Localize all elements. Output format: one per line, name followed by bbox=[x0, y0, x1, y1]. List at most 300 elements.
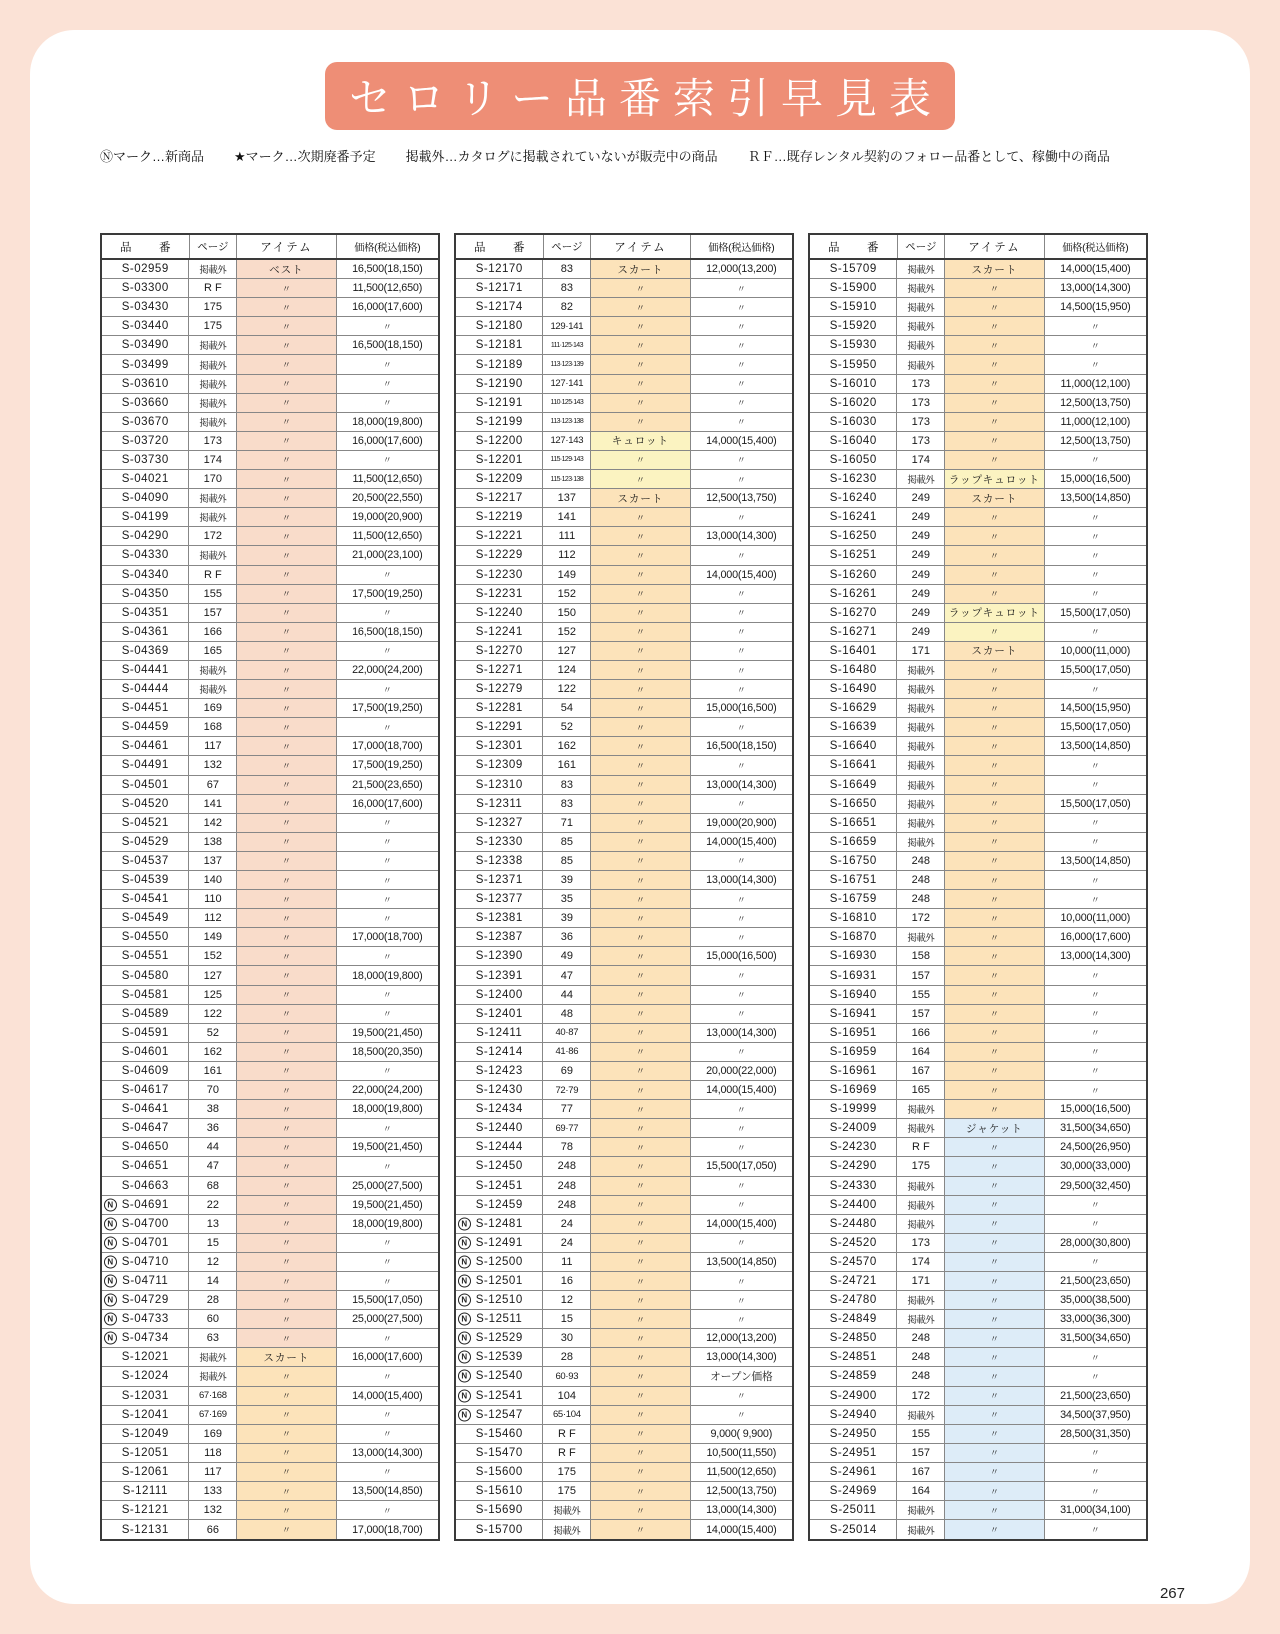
product-code: S-04350 bbox=[102, 585, 189, 603]
item-type: 〃 bbox=[945, 1005, 1044, 1023]
item-type: 〃 bbox=[591, 1444, 690, 1462]
page-ref: 157 bbox=[897, 1005, 945, 1023]
page-ref: 掲載外 bbox=[897, 661, 945, 679]
page-ref: 12 bbox=[189, 1253, 237, 1271]
price: 〃 bbox=[736, 1391, 746, 1402]
item-type: 〃 bbox=[945, 986, 1044, 1004]
price: 〃 bbox=[736, 913, 746, 924]
table-row bbox=[102, 1062, 438, 1081]
product-code: S-12061 bbox=[102, 1463, 189, 1481]
header-product-code: 品 番 bbox=[456, 235, 544, 258]
item-type: 〃 bbox=[591, 1348, 690, 1366]
product-code: S-15950 bbox=[810, 355, 897, 373]
product-code: S-15920 bbox=[810, 317, 897, 335]
new-product-mark-icon: N bbox=[458, 1255, 471, 1268]
item-type: 〃 bbox=[591, 661, 690, 679]
item-type: 〃 bbox=[945, 909, 1044, 927]
product-code: S-04551 bbox=[102, 947, 189, 965]
item-type: 〃 bbox=[237, 909, 336, 927]
price: 10,000(11,000) bbox=[1060, 644, 1131, 657]
page-ref: 155 bbox=[897, 1425, 945, 1443]
page-ref: 掲載外 bbox=[897, 1520, 945, 1539]
item-type: 〃 bbox=[945, 1253, 1044, 1271]
price: 31,500(34,650) bbox=[1060, 1332, 1131, 1345]
price: 〃 bbox=[736, 321, 746, 332]
table-row bbox=[810, 1024, 1146, 1043]
product-code: S-12189 bbox=[456, 355, 543, 373]
price: 〃 bbox=[382, 1009, 392, 1020]
page-ref: 掲載外 bbox=[543, 1520, 591, 1539]
table-row bbox=[102, 1406, 438, 1425]
price: 〃 bbox=[736, 1314, 746, 1325]
product-code: S-15709 bbox=[810, 260, 897, 278]
product-code: S-16480 bbox=[810, 661, 897, 679]
product-code: S-04529 bbox=[102, 833, 189, 851]
item-type: 〃 bbox=[591, 585, 690, 603]
item-type: 〃 bbox=[591, 909, 690, 927]
table-header-row bbox=[810, 235, 1146, 260]
table-row bbox=[456, 1196, 792, 1215]
item-type: 〃 bbox=[237, 642, 336, 660]
item-type: 〃 bbox=[591, 566, 690, 584]
table-row bbox=[810, 814, 1146, 833]
table-row bbox=[102, 1329, 438, 1348]
item-type: 〃 bbox=[945, 756, 1044, 774]
table-row bbox=[810, 470, 1146, 489]
product-code: N S-12540 bbox=[456, 1367, 543, 1385]
product-code: S-16260 bbox=[810, 566, 897, 584]
page-ref: 77 bbox=[543, 1100, 591, 1118]
legend-item-rf: ＲＦ…既存レンタル契約のフォロー品番として、稼働中の商品 bbox=[747, 149, 1110, 164]
item-type: 〃 bbox=[945, 623, 1044, 641]
page-ref: 掲載外 bbox=[897, 795, 945, 813]
page-ref: 248 bbox=[543, 1157, 591, 1175]
product-code: S-04090 bbox=[102, 489, 189, 507]
product-code: S-24480 bbox=[810, 1215, 897, 1233]
item-type: 〃 bbox=[591, 737, 690, 755]
item-type: 〃 bbox=[237, 432, 336, 450]
price: 〃 bbox=[736, 1200, 746, 1211]
item-type: 〃 bbox=[591, 871, 690, 889]
item-type: 〃 bbox=[945, 1177, 1044, 1195]
product-code: S-15470 bbox=[456, 1444, 543, 1462]
price: 16,500(18,150) bbox=[352, 339, 423, 352]
price: 20,500(22,550) bbox=[352, 492, 423, 505]
product-code: S-04581 bbox=[102, 986, 189, 1004]
item-type: 〃 bbox=[591, 833, 690, 851]
item-type: 〃 bbox=[591, 1234, 690, 1252]
page-number: 267 bbox=[1159, 1585, 1185, 1602]
price: 〃 bbox=[382, 1333, 392, 1344]
page-ref: 掲載外 bbox=[897, 1196, 945, 1214]
page-ref: 掲載外 bbox=[897, 317, 945, 335]
page-ref: 137 bbox=[543, 489, 591, 507]
page-ref: 36 bbox=[543, 928, 591, 946]
product-code: N S-04701 bbox=[102, 1234, 189, 1252]
table-row bbox=[102, 718, 438, 737]
product-code: S-16870 bbox=[810, 928, 897, 946]
product-code: S-12371 bbox=[456, 871, 543, 889]
page-ref: 112 bbox=[189, 909, 237, 927]
price: 16,000(17,600) bbox=[352, 797, 423, 810]
table-row bbox=[102, 1177, 438, 1196]
table-row bbox=[810, 1444, 1146, 1463]
price: 13,000(14,300) bbox=[706, 778, 777, 791]
item-type: 〃 bbox=[945, 1367, 1044, 1385]
price: 14,000(15,400) bbox=[1060, 263, 1131, 276]
item-type: 〃 bbox=[237, 1215, 336, 1233]
item-type: 〃 bbox=[591, 699, 690, 717]
product-code: S-16750 bbox=[810, 852, 897, 870]
price: 〃 bbox=[382, 321, 392, 332]
page-ref: 掲載外 bbox=[189, 489, 237, 507]
price: 〃 bbox=[1090, 684, 1100, 695]
page-ref: 110 bbox=[189, 890, 237, 908]
product-code: S-04651 bbox=[102, 1157, 189, 1175]
item-type: 〃 bbox=[945, 1215, 1044, 1233]
product-code: S-04589 bbox=[102, 1005, 189, 1023]
page-ref: 127·143 bbox=[543, 432, 591, 450]
item-type: 〃 bbox=[945, 432, 1044, 450]
table-row bbox=[456, 1520, 792, 1539]
product-code: S-12021 bbox=[102, 1348, 189, 1366]
price: 〃 bbox=[736, 1238, 746, 1249]
page-ref: 122 bbox=[189, 1005, 237, 1023]
price: 18,000(19,800) bbox=[352, 969, 423, 982]
page-ref: 掲載外 bbox=[897, 1215, 945, 1233]
table-row bbox=[810, 661, 1146, 680]
price: 22,000(24,200) bbox=[352, 1084, 423, 1097]
page-ref: 掲載外 bbox=[543, 1501, 591, 1519]
item-type: 〃 bbox=[945, 1272, 1044, 1290]
new-product-mark-icon: N bbox=[104, 1198, 117, 1211]
product-code: S-12171 bbox=[456, 279, 543, 297]
product-code: N S-12547 bbox=[456, 1406, 543, 1424]
page-ref: 掲載外 bbox=[897, 1406, 945, 1424]
item-type: 〃 bbox=[237, 795, 336, 813]
new-product-mark-icon: N bbox=[458, 1313, 471, 1326]
price: オープン価格 bbox=[710, 1370, 773, 1383]
page-ref: 173 bbox=[897, 432, 945, 450]
price: 30,000(33,000) bbox=[1060, 1160, 1131, 1173]
product-code: S-12201 bbox=[456, 451, 543, 469]
table-rows bbox=[456, 260, 792, 1539]
item-type: 〃 bbox=[945, 527, 1044, 545]
new-product-mark-icon: N bbox=[458, 1294, 471, 1307]
table-row bbox=[456, 776, 792, 795]
item-type: ラップキュロット bbox=[945, 604, 1044, 622]
table-row bbox=[810, 871, 1146, 890]
table-row bbox=[102, 451, 438, 470]
item-type: 〃 bbox=[945, 814, 1044, 832]
page-ref: 249 bbox=[897, 527, 945, 545]
page-ref: R F bbox=[897, 1138, 945, 1156]
product-code: S-04351 bbox=[102, 604, 189, 622]
new-product-mark-icon: N bbox=[458, 1236, 471, 1249]
item-type: 〃 bbox=[945, 1310, 1044, 1328]
page-ref: 113·123·139 bbox=[543, 355, 591, 373]
item-type: 〃 bbox=[237, 718, 336, 736]
page-ref: 60·93 bbox=[543, 1367, 591, 1385]
table-row bbox=[102, 375, 438, 394]
table-row bbox=[102, 1157, 438, 1176]
price: 〃 bbox=[382, 1505, 392, 1516]
new-product-mark-icon: N bbox=[458, 1408, 471, 1421]
product-code: S-04549 bbox=[102, 909, 189, 927]
page-ref: 157 bbox=[189, 604, 237, 622]
header-item: アイテム bbox=[945, 235, 1044, 258]
page-ref: 248 bbox=[897, 852, 945, 870]
item-type: 〃 bbox=[945, 375, 1044, 393]
page-ref: 掲載外 bbox=[897, 756, 945, 774]
price: 〃 bbox=[1090, 1200, 1100, 1211]
page-ref: R F bbox=[543, 1444, 591, 1462]
product-code: S-12327 bbox=[456, 814, 543, 832]
price: 17,000(18,700) bbox=[352, 931, 423, 944]
page-ref: 167 bbox=[897, 1463, 945, 1481]
product-code: S-12423 bbox=[456, 1062, 543, 1080]
page-ref: 15 bbox=[543, 1310, 591, 1328]
table-row bbox=[810, 260, 1146, 279]
item-type: 〃 bbox=[237, 546, 336, 564]
product-code: S-04617 bbox=[102, 1081, 189, 1099]
price: 〃 bbox=[736, 722, 746, 733]
table-row bbox=[102, 1081, 438, 1100]
product-code: N S-04734 bbox=[102, 1329, 189, 1347]
product-code: S-16050 bbox=[810, 451, 897, 469]
product-code: S-24400 bbox=[810, 1196, 897, 1214]
product-code: S-04369 bbox=[102, 642, 189, 660]
product-code: S-04641 bbox=[102, 1100, 189, 1118]
product-code: S-12051 bbox=[102, 1444, 189, 1462]
product-code: S-12444 bbox=[456, 1138, 543, 1156]
table-row bbox=[456, 814, 792, 833]
table-row bbox=[810, 1215, 1146, 1234]
table-row bbox=[102, 699, 438, 718]
table-row bbox=[810, 1043, 1146, 1062]
table-row bbox=[456, 1024, 792, 1043]
product-code: S-16251 bbox=[810, 546, 897, 564]
header-product-code: 品 番 bbox=[810, 235, 898, 258]
item-type: スカート bbox=[945, 642, 1044, 660]
product-code: S-12401 bbox=[456, 1005, 543, 1023]
table-row bbox=[456, 1501, 792, 1520]
page-ref: 142 bbox=[189, 814, 237, 832]
table-row bbox=[456, 1425, 792, 1444]
item-type: スカート bbox=[945, 260, 1044, 278]
table-rows bbox=[102, 260, 438, 1539]
page-ref: 掲載外 bbox=[189, 413, 237, 431]
item-type: 〃 bbox=[945, 1138, 1044, 1156]
table-row bbox=[456, 1406, 792, 1425]
price: 〃 bbox=[1090, 1371, 1100, 1382]
page-ref: 掲載外 bbox=[897, 680, 945, 698]
item-type: 〃 bbox=[237, 1520, 336, 1539]
page-ref: 133 bbox=[189, 1482, 237, 1500]
product-code: N S-12539 bbox=[456, 1348, 543, 1366]
product-code: S-04290 bbox=[102, 527, 189, 545]
product-code: S-16931 bbox=[810, 966, 897, 984]
table-row bbox=[456, 890, 792, 909]
header-price: 価格(税込価格) bbox=[1062, 243, 1129, 254]
page-ref: 掲載外 bbox=[189, 355, 237, 373]
table-row bbox=[102, 585, 438, 604]
price: 9,000( 9,900) bbox=[710, 1427, 773, 1440]
new-product-mark-icon: N bbox=[458, 1370, 471, 1383]
product-code: S-04459 bbox=[102, 718, 189, 736]
product-code: S-25011 bbox=[810, 1501, 897, 1519]
product-code: N S-12501 bbox=[456, 1272, 543, 1290]
table-row bbox=[456, 585, 792, 604]
table-rows bbox=[810, 260, 1146, 1539]
table-row bbox=[810, 451, 1146, 470]
price: 17,000(18,700) bbox=[352, 1523, 423, 1536]
table-row bbox=[810, 1253, 1146, 1272]
item-type: 〃 bbox=[591, 1157, 690, 1175]
price: 19,000(20,900) bbox=[706, 816, 777, 829]
page-ref: 174 bbox=[189, 451, 237, 469]
price: 11,000(12,100) bbox=[1060, 377, 1131, 390]
item-type: 〃 bbox=[945, 1482, 1044, 1500]
product-code: S-12377 bbox=[456, 890, 543, 908]
product-code: S-12131 bbox=[102, 1520, 189, 1539]
item-type: 〃 bbox=[591, 470, 690, 488]
table-row bbox=[810, 1081, 1146, 1100]
product-code: S-16271 bbox=[810, 623, 897, 641]
price: 21,500(23,650) bbox=[1060, 1389, 1131, 1402]
table-row bbox=[102, 1024, 438, 1043]
price: 〃 bbox=[736, 379, 746, 390]
product-index-table-right bbox=[808, 233, 1148, 1541]
page-ref: 22 bbox=[189, 1196, 237, 1214]
product-code: S-12231 bbox=[456, 585, 543, 603]
item-type: 〃 bbox=[591, 1196, 690, 1214]
item-type: 〃 bbox=[591, 375, 690, 393]
new-product-mark-icon: N bbox=[458, 1351, 471, 1364]
item-type: 〃 bbox=[237, 355, 336, 373]
table-row bbox=[456, 1482, 792, 1501]
table-row bbox=[456, 1444, 792, 1463]
price: 17,500(19,250) bbox=[352, 587, 423, 600]
price: 〃 bbox=[736, 1295, 746, 1306]
product-code: S-03610 bbox=[102, 375, 189, 393]
price: 〃 bbox=[1090, 1467, 1100, 1478]
table-row bbox=[102, 566, 438, 585]
table-row bbox=[456, 508, 792, 527]
table-row bbox=[102, 737, 438, 756]
table-header-row bbox=[456, 235, 792, 260]
item-type: 〃 bbox=[945, 508, 1044, 526]
item-type: 〃 bbox=[591, 336, 690, 354]
product-code: N S-12511 bbox=[456, 1310, 543, 1328]
price: 〃 bbox=[1090, 1047, 1100, 1058]
item-type: 〃 bbox=[591, 1043, 690, 1061]
item-type: 〃 bbox=[237, 470, 336, 488]
table-row bbox=[102, 546, 438, 565]
item-type: 〃 bbox=[591, 279, 690, 297]
table-row bbox=[810, 1310, 1146, 1329]
product-code: S-12338 bbox=[456, 852, 543, 870]
page-ref: 157 bbox=[897, 1444, 945, 1462]
item-type: 〃 bbox=[945, 871, 1044, 889]
table-row bbox=[456, 566, 792, 585]
product-code: S-03720 bbox=[102, 432, 189, 450]
table-row bbox=[456, 451, 792, 470]
table-row bbox=[456, 375, 792, 394]
product-code: N S-12500 bbox=[456, 1253, 543, 1271]
table-row bbox=[810, 298, 1146, 317]
page-ref: 172 bbox=[897, 1387, 945, 1405]
price: 16,500(18,150) bbox=[706, 740, 777, 753]
table-row bbox=[810, 642, 1146, 661]
item-type: 〃 bbox=[945, 718, 1044, 736]
page-ref: 掲載外 bbox=[189, 1348, 237, 1366]
item-type: 〃 bbox=[945, 1425, 1044, 1443]
price: 〃 bbox=[382, 608, 392, 619]
price: 〃 bbox=[736, 646, 746, 657]
page-ref: 149 bbox=[189, 928, 237, 946]
page-ref: 70 bbox=[189, 1081, 237, 1099]
price: 17,500(19,250) bbox=[352, 759, 423, 772]
price: 14,000(15,400) bbox=[706, 835, 777, 848]
product-code: S-04541 bbox=[102, 890, 189, 908]
item-type: 〃 bbox=[237, 680, 336, 698]
page-ref: 115·123·138 bbox=[543, 470, 591, 488]
price: 〃 bbox=[736, 340, 746, 351]
table-row bbox=[810, 1272, 1146, 1291]
page-ref: 44 bbox=[189, 1138, 237, 1156]
product-code: S-04650 bbox=[102, 1138, 189, 1156]
price: 〃 bbox=[1090, 760, 1100, 771]
table-row bbox=[102, 1367, 438, 1386]
product-code: S-12400 bbox=[456, 986, 543, 1004]
product-code: S-16649 bbox=[810, 776, 897, 794]
price: 16,500(18,150) bbox=[352, 625, 423, 638]
product-code: S-03490 bbox=[102, 336, 189, 354]
item-type: 〃 bbox=[591, 1024, 690, 1042]
item-type: 〃 bbox=[237, 336, 336, 354]
item-type: 〃 bbox=[591, 947, 690, 965]
page-ref: 171 bbox=[897, 1272, 945, 1290]
product-code: S-16401 bbox=[810, 642, 897, 660]
page-ref: 78 bbox=[543, 1138, 591, 1156]
price: 〃 bbox=[736, 589, 746, 600]
product-code: N S-12481 bbox=[456, 1215, 543, 1233]
product-code: S-12301 bbox=[456, 737, 543, 755]
table-row bbox=[102, 604, 438, 623]
table-row bbox=[456, 470, 792, 489]
item-type: 〃 bbox=[591, 1177, 690, 1195]
table-row bbox=[810, 1119, 1146, 1138]
page-ref: 掲載外 bbox=[897, 1177, 945, 1195]
product-code: S-15600 bbox=[456, 1463, 543, 1481]
page-ref: 171 bbox=[897, 642, 945, 660]
table-row bbox=[810, 1329, 1146, 1348]
product-code: S-04663 bbox=[102, 1177, 189, 1195]
price: 12,500(13,750) bbox=[706, 1485, 777, 1498]
table-row bbox=[102, 260, 438, 279]
table-row bbox=[456, 489, 792, 508]
item-type: 〃 bbox=[237, 1119, 336, 1137]
item-type: 〃 bbox=[237, 1463, 336, 1481]
page-ref: 掲載外 bbox=[189, 1367, 237, 1385]
item-type: 〃 bbox=[237, 623, 336, 641]
page-ref: 172 bbox=[189, 527, 237, 545]
table-row bbox=[102, 413, 438, 432]
price: 〃 bbox=[1090, 1352, 1100, 1363]
price: 11,500(12,650) bbox=[352, 473, 423, 486]
price: 11,000(12,100) bbox=[1060, 415, 1131, 428]
